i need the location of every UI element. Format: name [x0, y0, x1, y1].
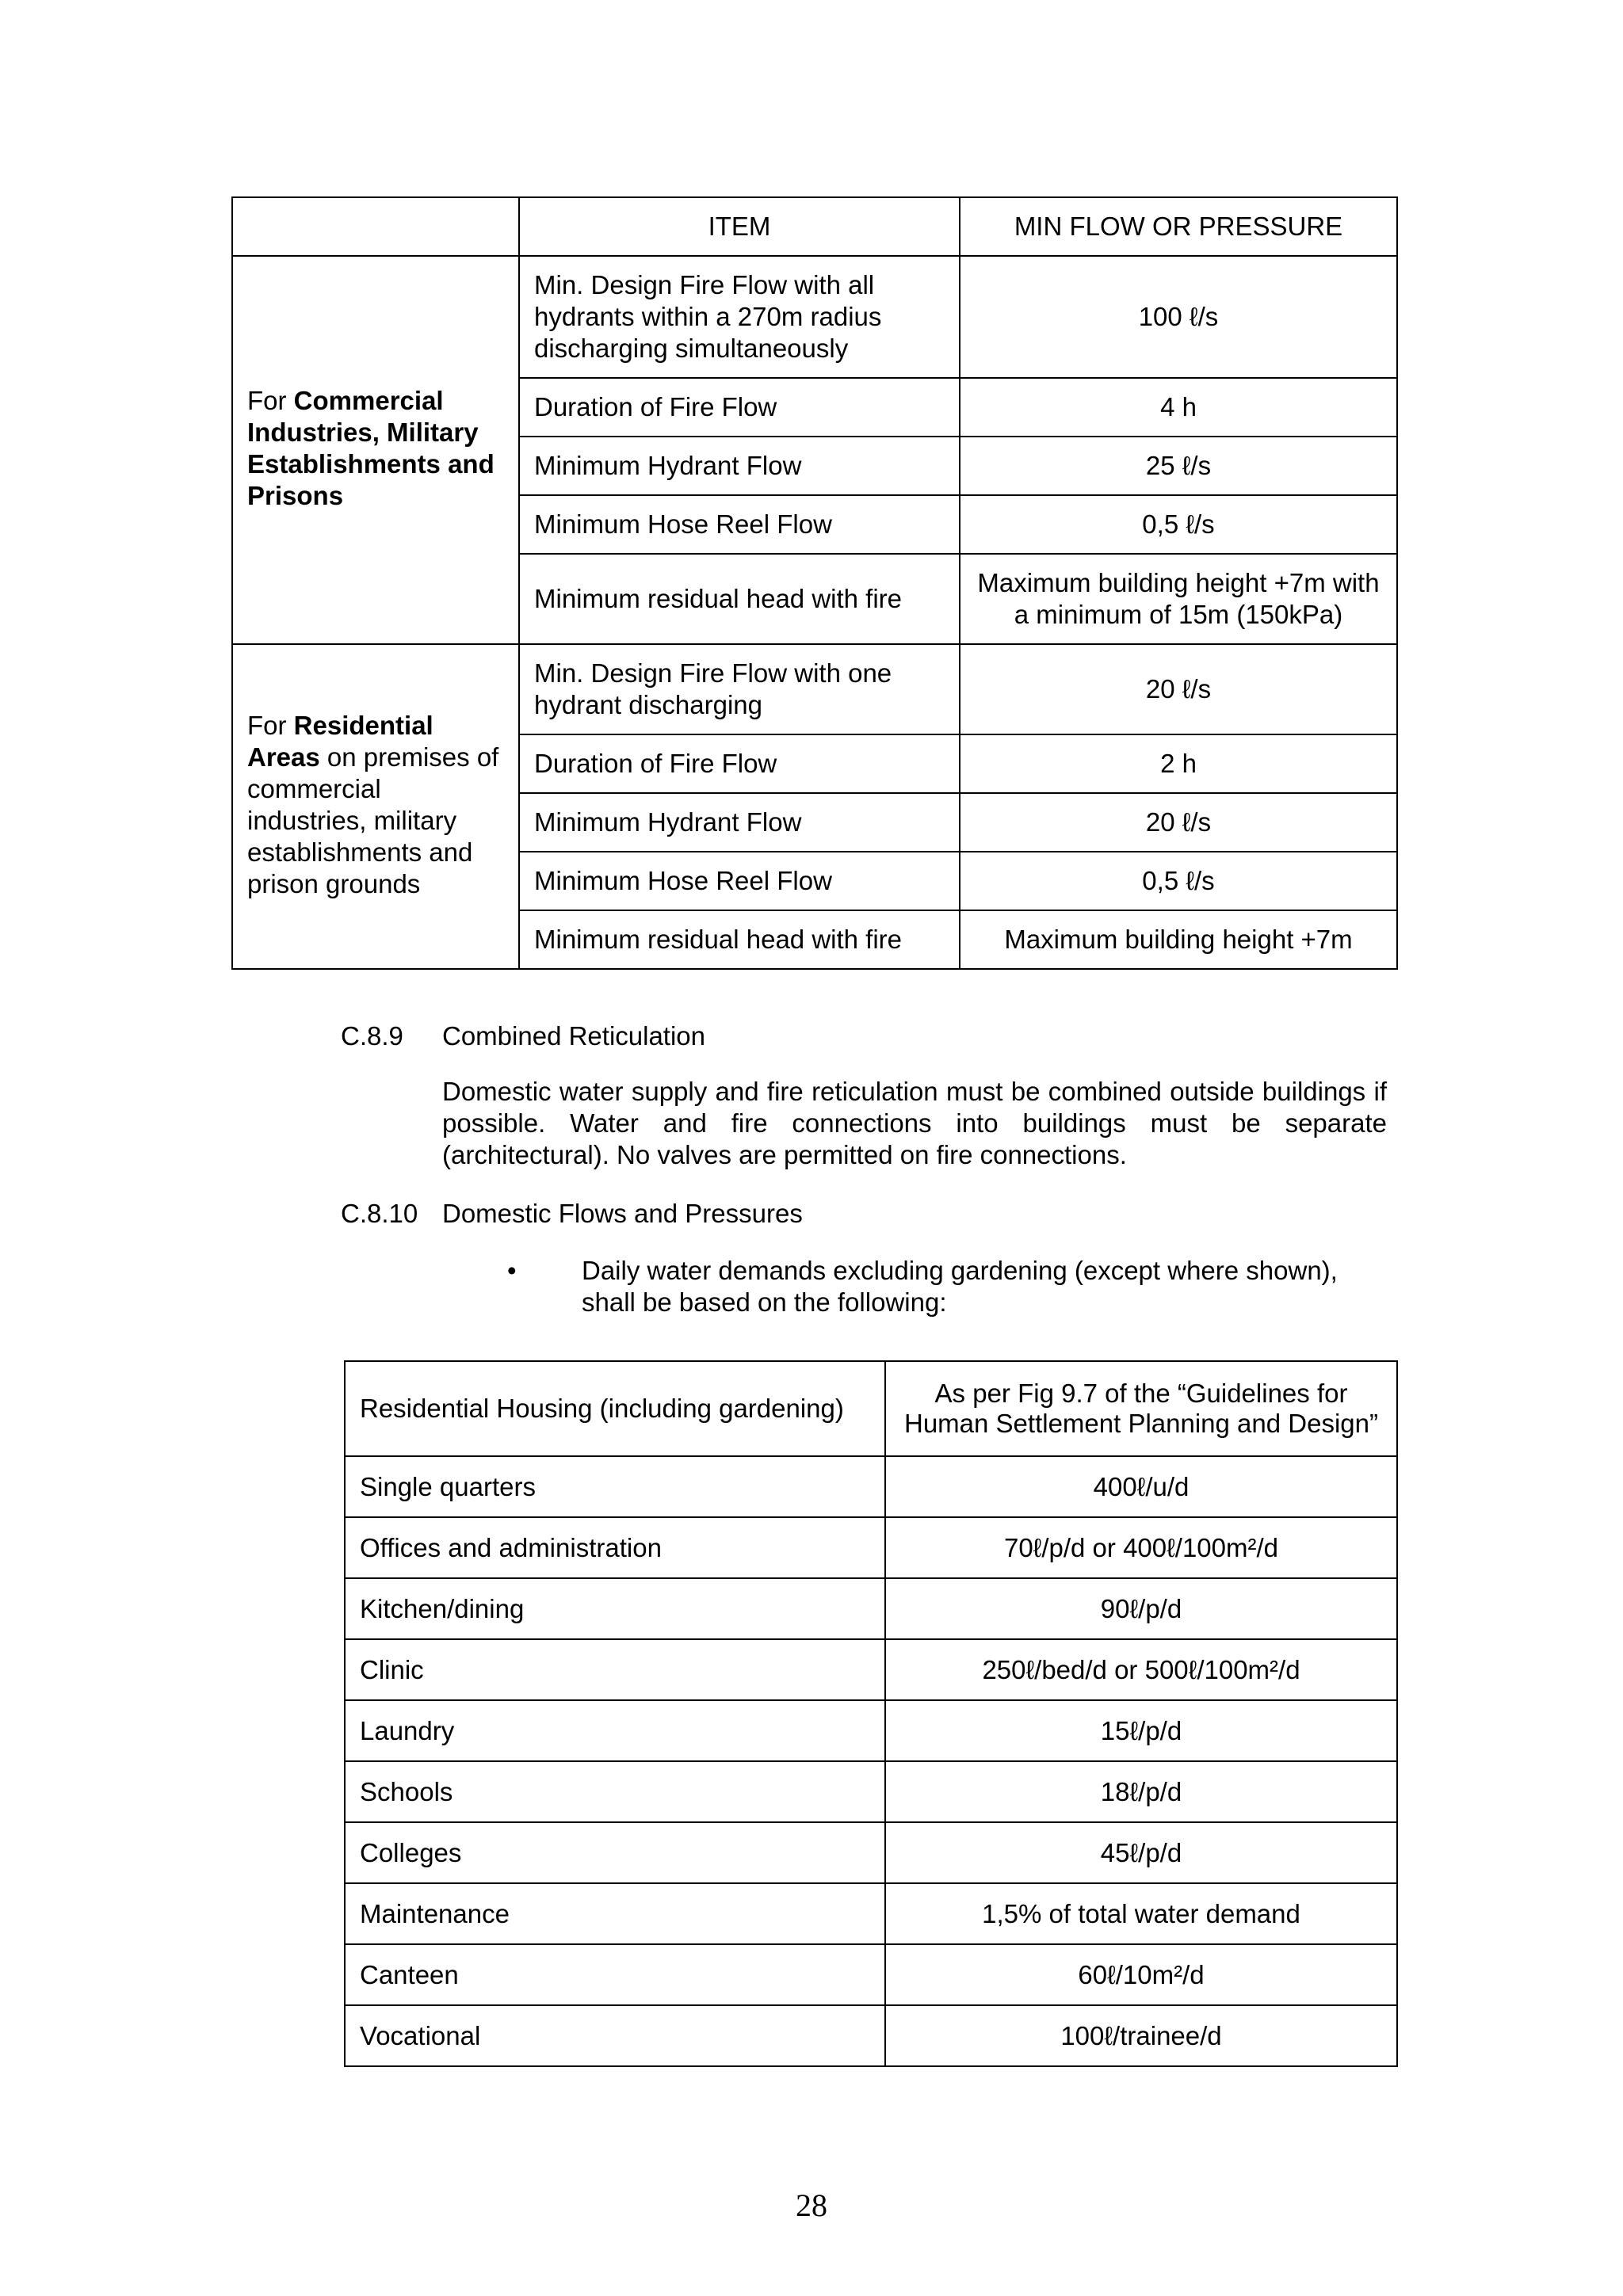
table-row [345, 1822, 1397, 1883]
fire-table-header-min-flow: MIN FLOW OR PRESSURE [960, 197, 1397, 256]
demand-label-cell: Vocational [345, 2005, 885, 2066]
fire-item-cell: Minimum residual head with fire [519, 910, 960, 969]
table-row [345, 1761, 1397, 1822]
demand-label-cell: Offices and administration [345, 1517, 885, 1578]
table-row [345, 1578, 1397, 1639]
group-label-commercial [232, 256, 519, 644]
table-row [345, 1883, 1397, 1944]
group-label-prefix: For [247, 711, 294, 740]
page-number: 28 [796, 2187, 827, 2223]
demand-value-cell: 100ℓ/trainee/d [885, 2005, 1397, 2066]
fire-item-cell: Min. Design Fire Flow with all hydrants within a 270m radius discharging simultaneously [519, 256, 960, 378]
fire-value-cell: 0,5 ℓ/s [960, 495, 1397, 554]
section-title: Domestic Flows and Pressures [442, 1199, 803, 1228]
section-number: C.8.9 [341, 1021, 403, 1051]
group-label-suffix: on premises of commercial industries, military establishments and prison grounds [247, 742, 499, 898]
fire-value-cell: 2 h [960, 734, 1397, 793]
section-title: Combined Reticulation [442, 1021, 706, 1051]
fire-value-cell: 4 h [960, 378, 1397, 437]
demand-value-cell: 60ℓ/10m²/d [885, 1944, 1397, 2005]
section-number: C.8.10 [341, 1199, 418, 1228]
demand-label-cell: Colleges [345, 1822, 885, 1883]
bullet-item [0, 1255, 1623, 1326]
demand-value-cell: 45ℓ/p/d [885, 1822, 1397, 1883]
fire-item-cell: Min. Design Fire Flow with one hydrant discharging [519, 644, 960, 734]
domestic-demand-table [344, 1360, 1398, 2067]
group-label-bold: Residential Areas [247, 711, 433, 772]
group-label-bold: Commercial Industries, Military Establishments and Prisons [247, 386, 495, 510]
demand-label-cell: Single quarters [345, 1456, 885, 1517]
table-row [345, 1517, 1397, 1578]
table-row [345, 1456, 1397, 1517]
bullet-symbol: • [507, 1256, 517, 1285]
fire-table-header-row [232, 197, 1397, 256]
fire-table-header-blank [232, 197, 519, 256]
table-row [345, 1700, 1397, 1761]
fire-item-cell: Minimum Hose Reel Flow [519, 852, 960, 910]
fire-item-cell: Minimum Hose Reel Flow [519, 495, 960, 554]
bullet-text: Daily water demands excluding gardening (except where shown), shall be based on the following: [582, 1256, 1338, 1317]
demand-value-cell: 15ℓ/p/d [885, 1700, 1397, 1761]
demand-label-cell: Residential Housing (including gardening) [345, 1361, 885, 1456]
table-row [345, 1639, 1397, 1700]
table-row [345, 1944, 1397, 2005]
fire-value-cell: 100 ℓ/s [960, 256, 1397, 378]
demand-label-cell: Kitchen/dining [345, 1578, 885, 1639]
fire-item-cell: Minimum Hydrant Flow [519, 437, 960, 495]
demand-value-cell: As per Fig 9.7 of the “Guidelines for Human Settlement Planning and Design” [885, 1361, 1397, 1456]
fire-item-cell: Minimum Hydrant Flow [519, 793, 960, 852]
demand-label-cell: Canteen [345, 1944, 885, 2005]
demand-value-cell: 18ℓ/p/d [885, 1761, 1397, 1822]
group-label-prefix: For [247, 386, 294, 415]
table-row [345, 1361, 1397, 1456]
fire-value-cell: 0,5 ℓ/s [960, 852, 1397, 910]
fire-value-cell: Maximum building height +7m with a minimum of 15m (150kPa) [960, 554, 1397, 644]
demand-value-cell: 400ℓ/u/d [885, 1456, 1397, 1517]
fire-item-cell: Duration of Fire Flow [519, 734, 960, 793]
table-row [345, 2005, 1397, 2066]
section-heading-c810 [341, 1198, 803, 1230]
table-row [232, 256, 1397, 378]
fire-value-cell: 20 ℓ/s [960, 644, 1397, 734]
fire-table-header-item: ITEM [519, 197, 960, 256]
demand-label-cell: Clinic [345, 1639, 885, 1700]
fire-item-cell: Minimum residual head with fire [519, 554, 960, 644]
fire-value-cell: 25 ℓ/s [960, 437, 1397, 495]
fire-item-cell: Duration of Fire Flow [519, 378, 960, 437]
demand-value-cell: 70ℓ/p/d or 400ℓ/100m²/d [885, 1517, 1397, 1578]
demand-label-cell: Laundry [345, 1700, 885, 1761]
section-heading-c89 [341, 1020, 705, 1052]
section-paragraph: Domestic water supply and fire reticulation must be combined outside buildings if possible. Water and fire connections into buildings must be separate (architectural). No valves are permitted on fire connections. [442, 1077, 1387, 1169]
group-label-residential [232, 644, 519, 969]
fire-value-cell: Maximum building height +7m [960, 910, 1397, 969]
fire-flow-table [231, 196, 1398, 970]
demand-label-cell: Schools [345, 1761, 885, 1822]
fire-value-cell: 20 ℓ/s [960, 793, 1397, 852]
table-row [232, 644, 1397, 734]
demand-label-cell: Maintenance [345, 1883, 885, 1944]
demand-value-cell: 1,5% of total water demand [885, 1883, 1397, 1944]
demand-value-cell: 90ℓ/p/d [885, 1578, 1397, 1639]
demand-value-cell: 250ℓ/bed/d or 500ℓ/100m²/d [885, 1639, 1397, 1700]
